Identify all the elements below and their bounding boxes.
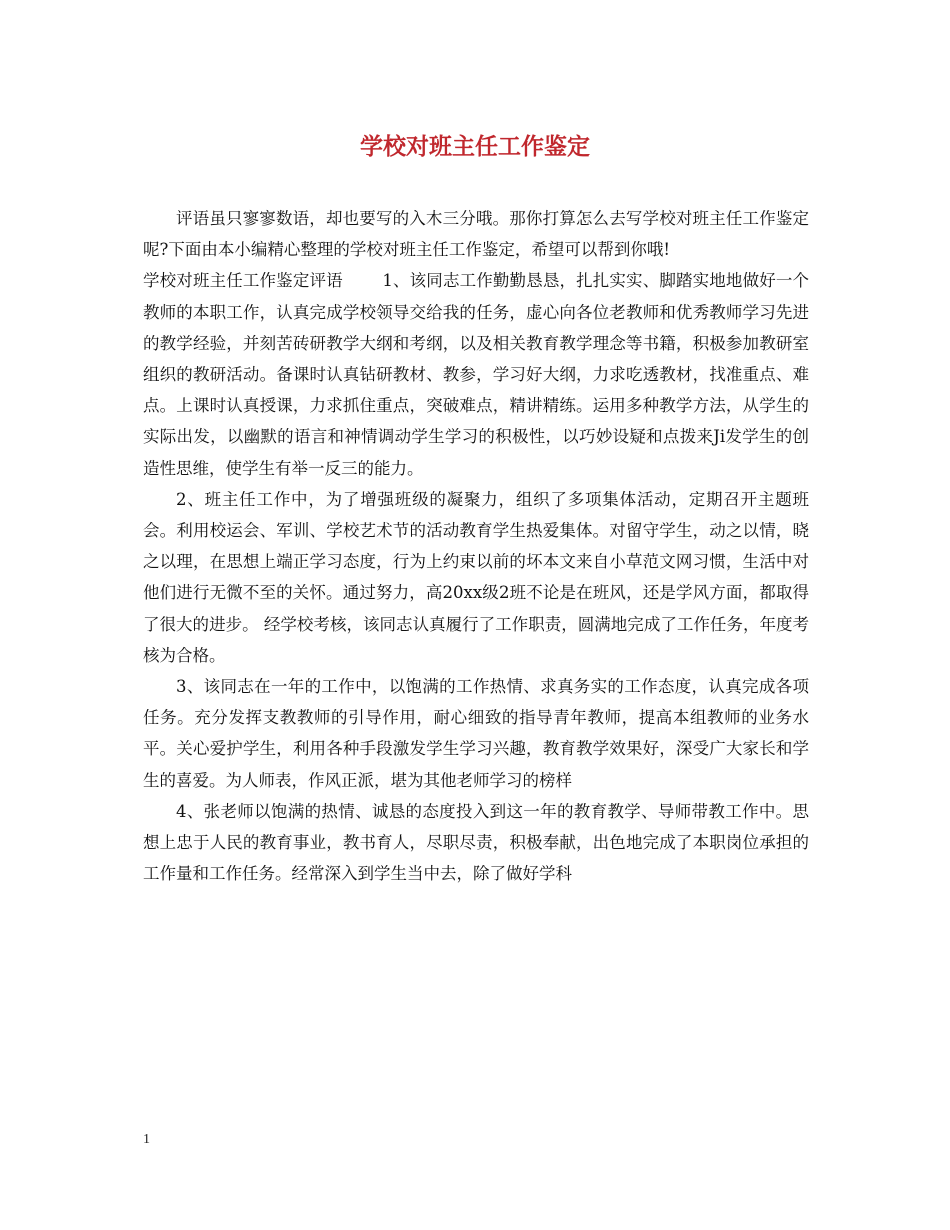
paragraph-4: 4、张老师以饱满的热情、诚恳的态度投入到这一年的教育教学、导师带教工作中。思想上忠于人民的教育事业，教书育人，尽职尽责，积极奉献，出色地完成了本职岗位承担的工作量和工作任务。经常深入到学生当中去，除了做好学科: [143, 801, 809, 884]
section-paragraph-1: [143, 265, 809, 483]
paragraph-1-text: 1、该同志工作勤勤恳恳，扎扎实实、脚踏实地地做好一个教师的本职工作，认真完成学校领导交给我的任务，虚心向各位老教师和优秀教师学习先进的教学经验，并刻苦砖研教学大纲和考纲，以及相关教育教学理念等书籍，积极参加教研室组织的教研活动。备课时认真钻研教材、教参，学习好大纲，力求吃透教材，找准重点、难点。上课时认真授课，力求抓住重点，突破难点，精讲精练。运用多种教学方法，从学生的实际出发，以幽默的语言和神情调动学生学习的积极性，以巧妙设疑和点拨来Ji发学生的创造性思维，使学生有举一反三的能力。: [143, 271, 810, 478]
paragraph-2: 2、班主任工作中，为了增强班级的凝聚力，组织了多项集体活动，定期召开主题班会。利用校运会、军训、学校艺术节的活动教育学生热爱集体。对留守学生，动之以情，晓之以理，在思想上端正学习态度，行为上约束以前的坏本文来自小草范文网习惯，生活中对他们进行无微不至的关怀。通过努力，高20xx级2班不论是在班风，还是学风方面，都取得了很大的进步。 经学校考核，该同志认真履行了工作职责，圆满地完成了工作任务，年度考核为合格。: [143, 489, 809, 665]
intro-paragraph: 评语虽只寥寥数语，却也要写的入木三分哦。那你打算怎么去写学校对班主任工作鉴定呢?下面由本小编精心整理的学校对班主任工作鉴定，希望可以帮到你哦!: [143, 209, 809, 260]
page-number: 1: [143, 1132, 150, 1147]
document-body: [143, 203, 809, 889]
document-title: 学校对班主任工作鉴定: [360, 133, 590, 160]
section-heading: 学校对班主任工作鉴定评语: [143, 271, 343, 291]
paragraph-3: 3、该同志在一年的工作中，以饱满的工作热情、求真务实的工作态度，认真完成各项任务。充分发挥支教教师的引导作用，耐心细致的指导青年教师，提高本组教师的业务水平。关心爱护学生，利用各种手段激发学生学习兴趣，教育教学效果好，深受广大家长和学生的喜爱。为人师表，作风正派，堪为其他老师学习的榜样: [143, 677, 809, 790]
